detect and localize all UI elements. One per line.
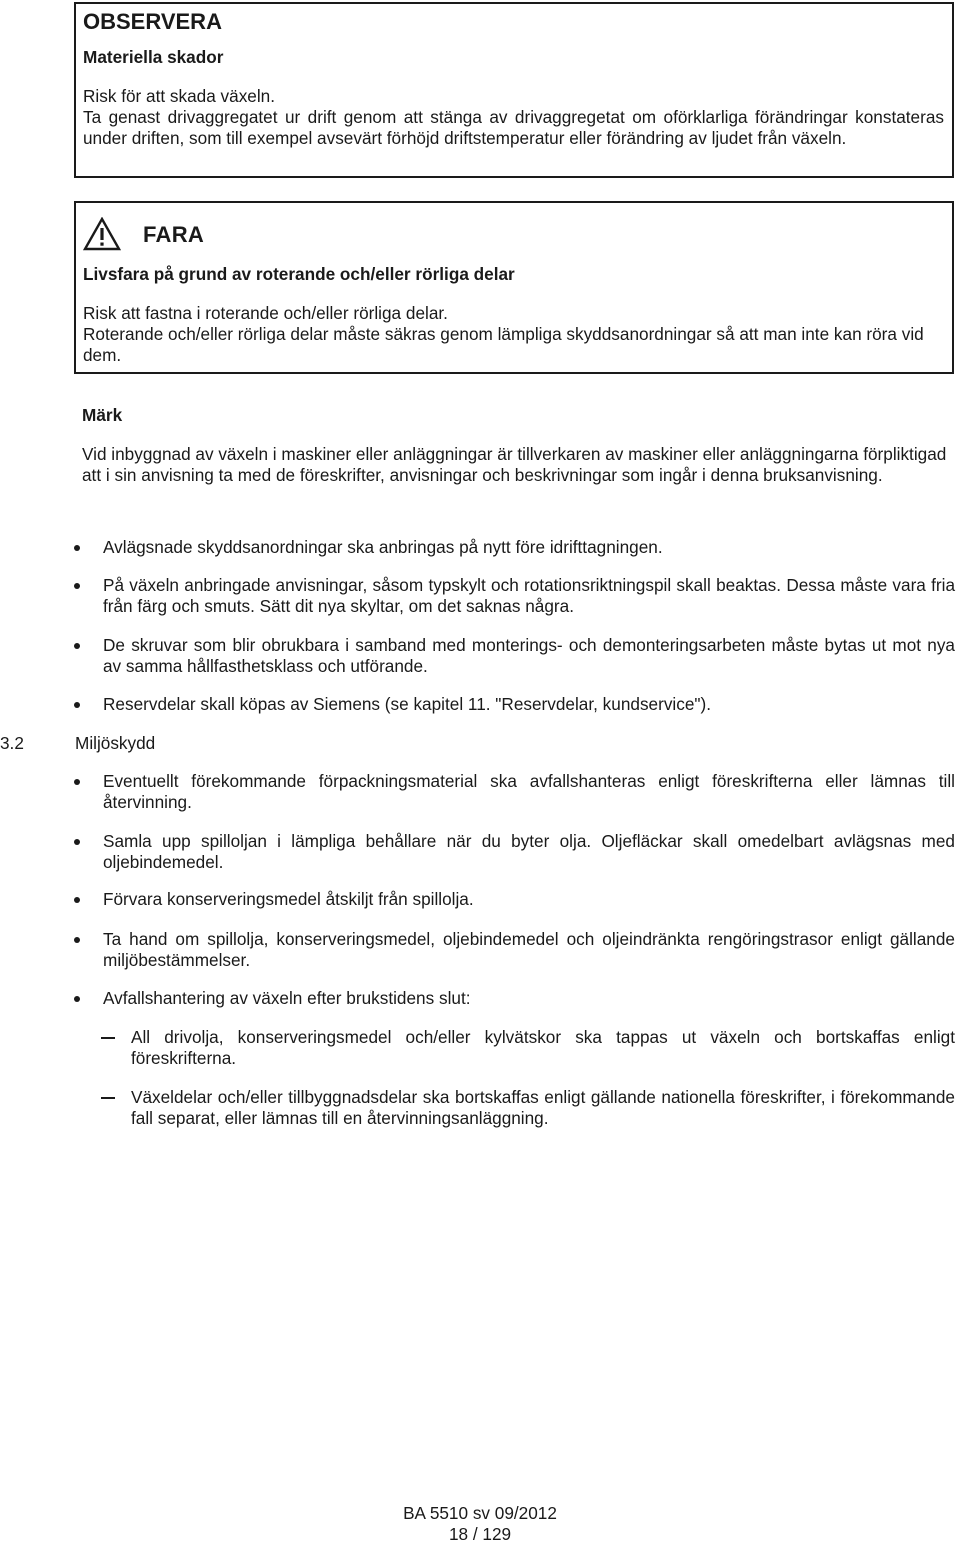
observera-line2: Ta genast drivaggregatet ur drift genom att stänga av drivaggregetat om oförklarliga förändringar konstateras under driften, som till exempel avsevärt förhöjd driftstemperatur eller förändring av ljudet från växeln. <box>83 107 944 148</box>
footer-page-number: 18 / 129 <box>448 1524 512 1544</box>
list-item: Reservdelar skall köpas av Siemens (se kapitel 11. "Reservdelar, kundservice"). <box>103 694 711 714</box>
fara-danger-box <box>74 201 954 374</box>
fara-line2: Roterande och/eller rörliga delar måste säkras genom lämpliga skyddsanordningar så att man inte kan röra vid dem. <box>83 324 924 365</box>
bullet-dot <box>74 937 80 943</box>
observera-line1: Risk för att skada växeln. <box>83 86 276 106</box>
sub-list-item: Växeldelar och/eller tillbyggnadsdelar ska bortskaffas enligt gällande nationella föreskrifter, i förekommande fall separat, eller lämnas till en återvinningsanläggning. <box>131 1087 955 1128</box>
section-title: Miljöskydd <box>75 733 156 753</box>
bullet-dot <box>74 996 80 1002</box>
list-item: Avfallshantering av växeln efter brukstidens slut: <box>103 988 471 1008</box>
fara-subtitle: Livsfara på grund av roterande och/eller rörliga delar <box>83 264 515 284</box>
list-item: Eventuellt förekommande förpackningsmaterial ska avfallshanteras enligt föreskrifterna eller lämnas till återvinning. <box>103 771 955 812</box>
dash-marker <box>101 1097 115 1099</box>
bullet-dot <box>74 583 80 589</box>
sub-list-item: All drivolja, konserveringsmedel och/eller kylvätskor ska tappas ut växeln och bortskaffas enligt föreskrifterna. <box>131 1027 955 1068</box>
observera-subtitle: Materiella skador <box>83 47 224 67</box>
footer-document-id: BA 5510 sv 09/2012 <box>403 1503 557 1523</box>
list-item: Förvara konserveringsmedel åtskiljt från spillolja. <box>103 889 474 909</box>
section-number: 3.2 <box>0 733 24 753</box>
bullet-dot <box>74 897 80 903</box>
list-item: Samla upp spilloljan i lämpliga behållare när du byter olja. Oljefläckar skall omedelbart avlägsnas med oljebindemedel. <box>103 831 955 872</box>
bullet-dot <box>74 643 80 649</box>
bullet-dot <box>74 545 80 551</box>
list-item: Avlägsnade skyddsanordningar ska anbringas på nytt före idrifttagningen. <box>103 537 663 557</box>
fara-header <box>83 217 204 251</box>
list-item: Ta hand om spillolja, konserveringsmedel, oljebindemedel och oljeindränkta rengöringstrasor enligt gällande miljöbestämmelser. <box>103 929 955 970</box>
bullet-dot <box>74 839 80 845</box>
list-item: På växeln anbringade anvisningar, såsom typskylt och rotationsriktningspil skall beaktas. Dessa måste vara fria från färg och smuts. Sätt dit nya skyltar, om det saknas några. <box>103 575 955 616</box>
note-text: Vid inbyggnad av växeln i maskiner eller anläggningar är tillverkaren av maskiner eller anläggningarna förpliktigad att i sin anvisning ta med de föreskrifter, anvisningar och beskrivningar som ingår i denna bruksanvisning. <box>82 444 947 485</box>
observera-title: OBSERVERA <box>83 9 222 34</box>
fara-title: FARA <box>143 221 205 247</box>
fara-line1: Risk att fastna i roterande och/eller rörliga delar. <box>83 303 448 323</box>
dash-marker <box>101 1037 115 1039</box>
note-title: Märk <box>82 405 123 425</box>
bullet-dot <box>74 702 80 708</box>
bullet-dot <box>74 779 80 785</box>
observera-notice-box <box>74 2 954 178</box>
warning-triangle-icon <box>83 217 121 251</box>
list-item: De skruvar som blir obrukbara i samband med monterings- och demonteringsarbeten måste bytas ut mot nya av samma hållfasthetsklass och utförande. <box>103 635 955 676</box>
